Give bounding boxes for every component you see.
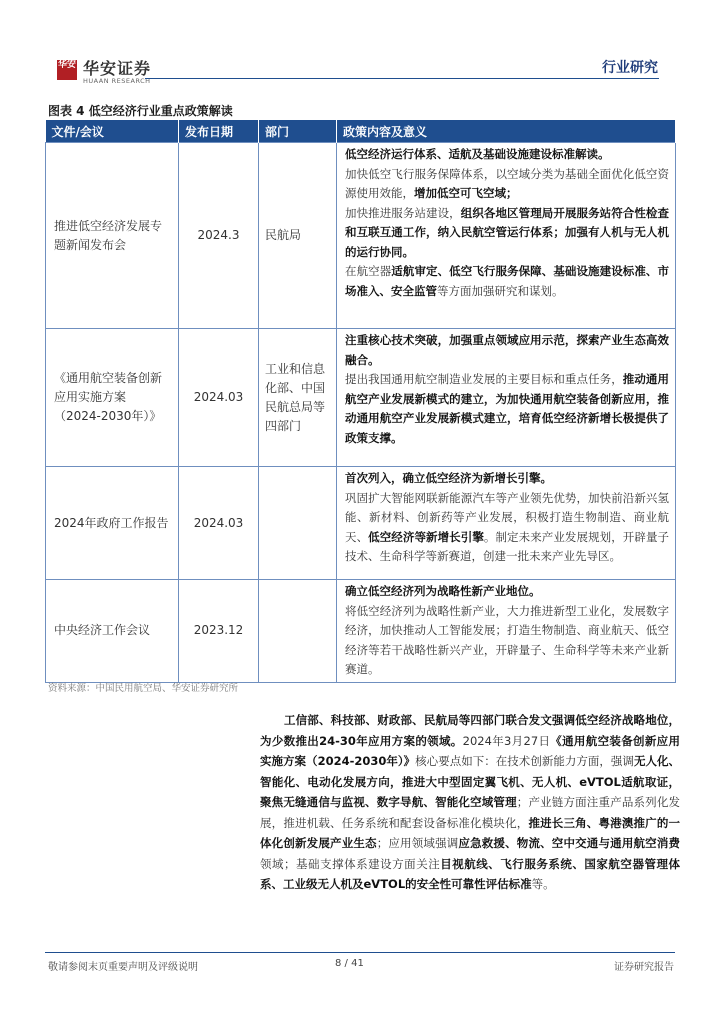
content-cell: [337, 580, 676, 683]
text-highlight: 应急救援、物流、空中交通与通用航空消费: [458, 836, 681, 850]
content-text: [345, 582, 669, 680]
table-row: [46, 580, 676, 683]
content-segment: 将低空经济列为战略性新产业，大力推进新型工业化，发展数字经济，加快推动人工智能发展；打造生物制造、商业航天、低空经济等若干战略性新兴产业，开辟量子、生命科学等未来产业新赛道。: [345, 603, 669, 676]
page-number: 8 / 41: [335, 958, 364, 969]
report-label: 证券研究报告: [614, 962, 674, 973]
text-highlight: 《通用航空装备创新应用实施方案（2024-2030年）》: [260, 733, 681, 768]
content-segment: 在航空器: [345, 264, 392, 278]
text-highlight: 工信部、科技部、财政部、民航局等四部门联合发文强调低空经济战略地位，为少数推出24-30年应用方案的领域。: [260, 713, 680, 748]
dept-cell: 民航局: [259, 143, 337, 329]
content-cell: [337, 329, 676, 467]
content-text: [345, 145, 669, 301]
doc-cell: 《通用航空装备创新应用实施方案（2024-2030年）》: [46, 329, 179, 467]
page-header: [0, 0, 724, 90]
content-text: [345, 331, 669, 448]
footer-divider: [45, 952, 675, 953]
text-segment: 等。: [531, 877, 555, 891]
dept-cell: 工业和信息化部、中国民航总局等四部门: [259, 329, 337, 467]
dept-cell: [259, 467, 337, 580]
text-segment: 核心要点如下：在技术创新能力方面，强调: [415, 754, 634, 768]
content-segment: 提出我国通用航空制造业发展的主要目标和重点任务，: [345, 372, 623, 386]
doc-cell: 2024年政府工作报告: [46, 467, 179, 580]
date-cell: 2024.3: [179, 143, 259, 329]
text-segment: 2024年3月27日: [462, 733, 551, 748]
date-cell: 2024.03: [179, 329, 259, 467]
date-cell: 2023.12: [179, 580, 259, 683]
column-header-date: 发布日期: [179, 120, 259, 143]
content-highlight: 推动通用航空产业发展新模式的建立，为加快通用航空装备创新应用，推动通用航空产业发展新模式建立，培育低空经济新增长极提供了政策支撑。: [345, 372, 670, 445]
table-row: [46, 143, 676, 329]
company-name-en: HUAAN RESEARCH: [83, 77, 151, 85]
content-segment: 加快推进服务站建设，: [345, 205, 461, 220]
company-name: 华安证券: [83, 59, 152, 78]
source-note: 资料来源：中国民用航空局、华安证券研究所: [48, 683, 239, 694]
table-row: [46, 329, 676, 467]
table-row: [46, 467, 676, 580]
column-header-content: 政策内容及意义: [337, 120, 676, 143]
column-header-dept: 部门: [259, 120, 337, 143]
content-segment: 加快低空飞行服务保障体系，以空域分类为基础全面优化低空资源使用效能，: [345, 166, 669, 200]
doc-cell: 中央经济工作会议: [46, 580, 179, 683]
doc-cell: 推进低空经济发展专题新闻发布会: [46, 143, 179, 329]
text-highlight: 推进长三角、粤港澳推广的一体化创新发展产业生态: [260, 815, 681, 850]
content-segment: 巩固扩大智能网联新能源汽车等产业领先优势，加快前沿新兴氢能、新材料、创新药等产业发展，积极打造生物制造、商业航天、: [345, 490, 669, 544]
text-highlight: 无人化、智能化、电动化发展方向，推进大中型固定翼飞机、无人机、eVTOL适航取证，聚焦无缝通信与监视、数字导航、智能化空域管理: [260, 754, 680, 809]
table-header-row: [46, 120, 676, 143]
dept-cell: [259, 580, 337, 683]
content-headline: 确立低空经济列为战略性新产业地位。: [345, 584, 541, 598]
text-segment: ；应用领域强调: [376, 836, 459, 850]
content-segment: 。制定未来产业发展规划，开辟量子技术、生命科学等新赛道，创建一批未来产业先导区。: [345, 529, 670, 563]
content-highlight: 组织各地区管理局开展服务站符合性检查和互联互通工作，纳入民航空管运行体系；加强有人机与无人机的运行协同。: [345, 205, 670, 259]
report-type: 行业研究: [602, 60, 658, 76]
content-headline: 注重核心技术突破，加强重点领域应用示范，探索产业生态高效融合。: [345, 333, 669, 367]
content-highlight: 适航审定、低空飞行服务保障、基础设施建设标准、市场准入、安全监管: [345, 264, 669, 298]
date-cell: 2024.03: [179, 467, 259, 580]
paragraph-text: [260, 710, 680, 895]
figure-title: 图表 4 低空经济行业重点政策解读: [48, 104, 233, 118]
content-headline: 首次列入，确立低空经济为新增长引擎。: [345, 471, 552, 485]
company-logo-icon: 华安: [57, 60, 77, 80]
column-header-doc: 文件/会议: [46, 120, 179, 143]
body-paragraph: [260, 710, 680, 895]
content-headline: 低空经济运行体系、适航及基础设施建设标准解读。: [345, 147, 610, 161]
content-cell: [337, 467, 676, 580]
text-segment: 领域；基础支撑体系建设方面关注: [260, 856, 441, 871]
content-highlight: 低空经济等新增长引擎: [368, 529, 484, 544]
content-highlight: 增加低空可飞空域；: [414, 186, 518, 200]
content-segment: 等方面加强研究和谋划。: [437, 283, 564, 298]
header-divider: [145, 78, 659, 79]
text-segment: ；产业链方面注重产品系列化发展，推进机载、任务系统和配套设备标准化模块化，: [260, 795, 681, 830]
content-text: [345, 469, 669, 567]
disclaimer-note: 敬请参阅末页重要声明及评级说明: [48, 962, 198, 973]
policy-table: [45, 120, 676, 683]
content-cell: [337, 143, 676, 329]
text-highlight: 目视航线、飞行服务系统、国家航空器管理体系、工业级无人机及eVTOL的安全性可靠性评估标准: [260, 856, 680, 891]
